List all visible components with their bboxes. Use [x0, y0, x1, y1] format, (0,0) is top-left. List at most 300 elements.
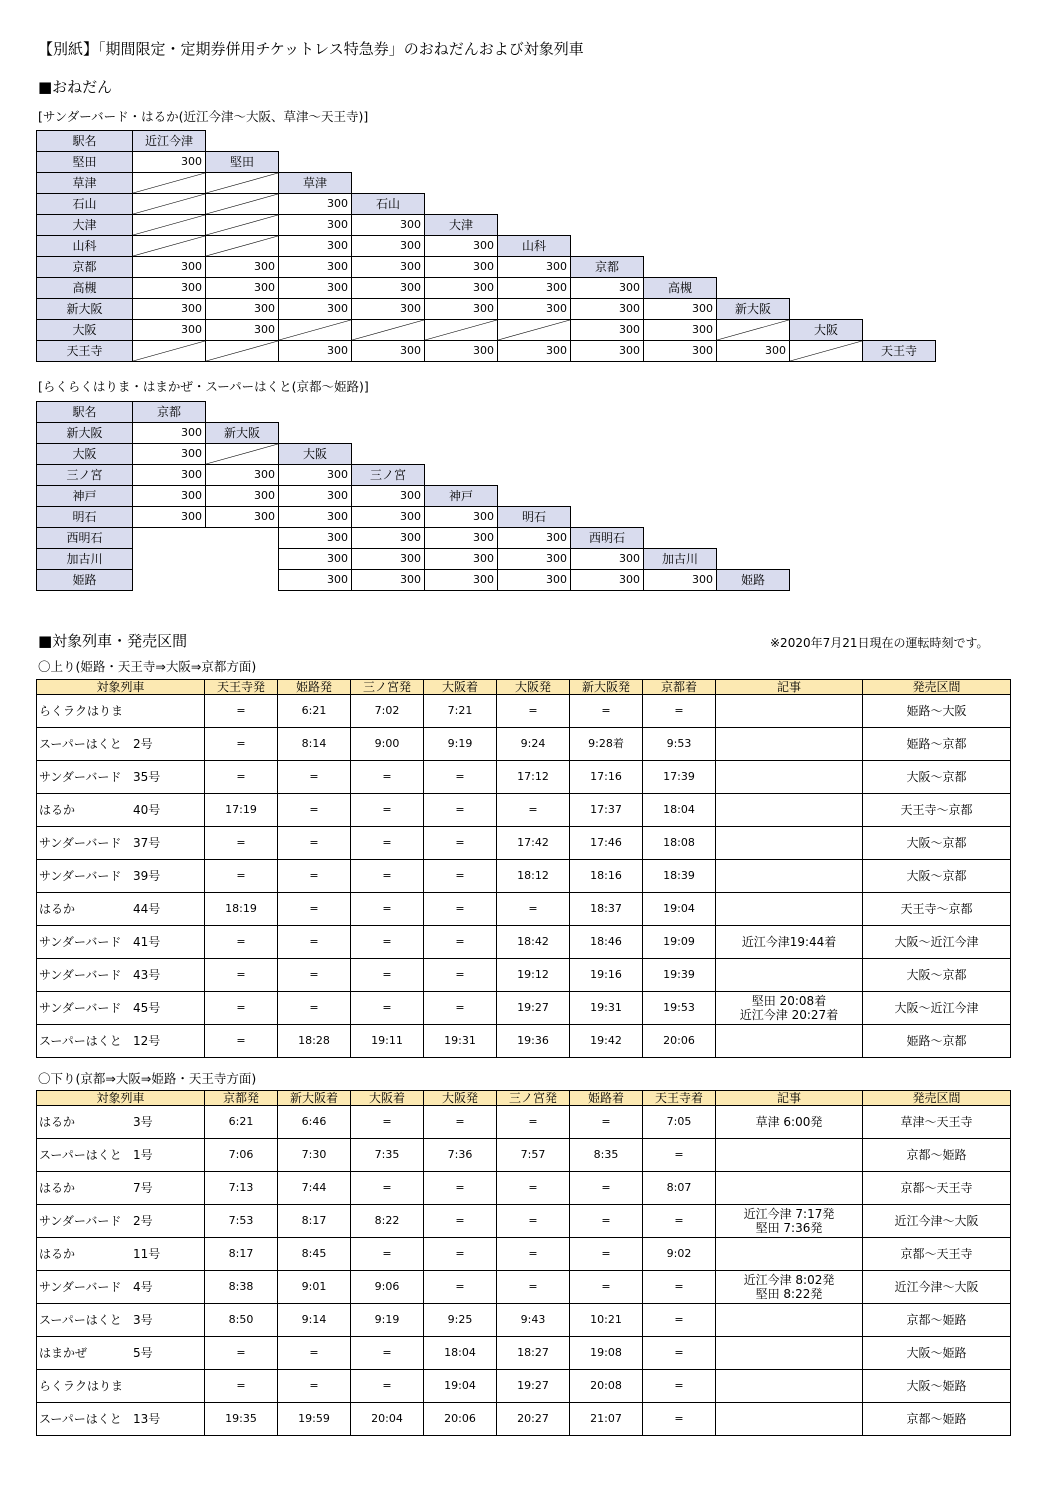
train-name: サンダーバード — [39, 1214, 122, 1228]
fare-cell-none — [132, 340, 206, 362]
time-cell: = — [570, 1106, 643, 1139]
time-cell: 17:46 — [570, 827, 643, 860]
time-cell: 9:14 — [278, 1304, 351, 1337]
column-header: 新大阪着 — [278, 1091, 351, 1106]
remark-cell — [716, 761, 863, 794]
table-row — [37, 959, 1011, 992]
time-cell: = — [205, 1025, 278, 1058]
time-cell: = — [278, 926, 351, 959]
fares-heading: ■おねだん — [38, 78, 113, 96]
train-number: 11号 — [133, 1247, 161, 1261]
time-cell: = — [497, 1106, 570, 1139]
sales-section-cell: 京都～天王寺 — [863, 1238, 1011, 1271]
fare-cell: 300 — [424, 527, 498, 549]
train-name: はまかぜ — [39, 1346, 88, 1360]
time-cell: = — [205, 827, 278, 860]
train-number: 39号 — [133, 869, 161, 883]
time-cell: = — [424, 860, 497, 893]
column-header: 大阪発 — [424, 1091, 497, 1106]
time-cell: 18:04 — [424, 1337, 497, 1370]
time-cell: = — [497, 1271, 570, 1304]
fare-cell-none — [278, 319, 352, 341]
train-number: 13号 — [133, 1412, 161, 1426]
train-name-cell — [37, 860, 205, 893]
time-cell: = — [351, 827, 424, 860]
train-number: 2号 — [133, 1214, 153, 1228]
fare-cell: 300 — [278, 548, 352, 570]
time-cell: 7:02 — [351, 695, 424, 728]
time-cell: 18:19 — [205, 893, 278, 926]
table-row — [37, 992, 1011, 1025]
column-header: 京都発 — [205, 1091, 278, 1106]
time-cell: 18:42 — [497, 926, 570, 959]
train-name-cell — [37, 893, 205, 926]
trains-heading: ■対象列車・発売区間 — [38, 632, 188, 650]
fare-cell: 300 — [497, 277, 571, 299]
time-cell: 9:24 — [497, 728, 570, 761]
time-cell: 9:06 — [351, 1271, 424, 1304]
fare-cell: 300 — [351, 277, 425, 299]
time-cell: 8:14 — [278, 728, 351, 761]
time-cell: = — [643, 1370, 716, 1403]
time-cell: 18:46 — [570, 926, 643, 959]
train-number: 41号 — [133, 935, 161, 949]
time-cell: 18:12 — [497, 860, 570, 893]
time-cell: 19:08 — [570, 1337, 643, 1370]
fare-cell: 300 — [351, 548, 425, 570]
fare-cell: 300 — [643, 569, 717, 591]
time-cell: = — [643, 1271, 716, 1304]
time-cell: 6:21 — [205, 1106, 278, 1139]
station-label: 加古川 — [643, 548, 717, 570]
fare-cell: 300 — [278, 340, 352, 362]
time-cell: = — [497, 695, 570, 728]
time-cell: = — [278, 959, 351, 992]
fare-cell: 300 — [497, 340, 571, 362]
time-cell: 17:37 — [570, 794, 643, 827]
fare-cell-none — [205, 193, 279, 215]
time-cell: 19:16 — [570, 959, 643, 992]
station-label: 京都 — [570, 256, 644, 278]
time-cell: 6:21 — [278, 695, 351, 728]
remark-cell — [716, 1337, 863, 1370]
time-cell: = — [570, 1172, 643, 1205]
time-cell: = — [497, 794, 570, 827]
time-cell: = — [278, 761, 351, 794]
time-cell: = — [643, 1139, 716, 1172]
fare-cell: 300 — [278, 464, 352, 486]
sales-section-cell: 大阪～姫路 — [863, 1370, 1011, 1403]
time-cell: = — [205, 860, 278, 893]
train-number: 37号 — [133, 836, 161, 850]
station-label: 新大阪 — [716, 298, 790, 320]
column-header: 三ノ宮発 — [497, 1091, 570, 1106]
time-cell: = — [424, 1205, 497, 1238]
time-cell: = — [278, 860, 351, 893]
fare-cell: 300 — [132, 298, 206, 320]
time-cell: 20:06 — [643, 1025, 716, 1058]
station-label: 草津 — [278, 172, 352, 194]
remark-cell — [716, 1403, 863, 1436]
column-header: 記事 — [716, 1091, 863, 1106]
fare-cell-none — [205, 443, 279, 465]
station-label: 大阪 — [36, 319, 133, 341]
time-cell: = — [424, 893, 497, 926]
time-cell: = — [351, 1172, 424, 1205]
time-cell: 8:35 — [570, 1139, 643, 1172]
time-cell: 19:31 — [424, 1025, 497, 1058]
time-cell: 7:05 — [643, 1106, 716, 1139]
train-name-cell — [37, 1238, 205, 1271]
fare-cell: 300 — [424, 340, 498, 362]
station-label: 大阪 — [278, 443, 352, 465]
train-name: サンダーバード — [39, 1001, 122, 1015]
sales-section-cell: 大阪～京都 — [863, 761, 1011, 794]
sales-section-cell: 姫路～京都 — [863, 728, 1011, 761]
time-cell: 18:37 — [570, 893, 643, 926]
time-cell: = — [351, 1337, 424, 1370]
time-cell: 17:16 — [570, 761, 643, 794]
station-label: 姫路 — [36, 569, 133, 591]
time-cell: 8:17 — [205, 1238, 278, 1271]
time-cell: 19:42 — [570, 1025, 643, 1058]
remark-cell — [716, 1370, 863, 1403]
train-name-cell — [37, 1025, 205, 1058]
time-cell: = — [351, 1106, 424, 1139]
station-label: 高槻 — [36, 277, 133, 299]
time-cell: = — [424, 761, 497, 794]
time-cell: 19:27 — [497, 1370, 570, 1403]
time-cell: = — [424, 959, 497, 992]
time-cell: 18:08 — [643, 827, 716, 860]
station-label: 山科 — [36, 235, 133, 257]
fare-cell: 300 — [351, 527, 425, 549]
fare-cell: 300 — [132, 422, 206, 444]
time-cell: 18:28 — [278, 1025, 351, 1058]
fare-cell: 300 — [351, 235, 425, 257]
sales-section-cell: 京都～天王寺 — [863, 1172, 1011, 1205]
train-name-cell — [37, 1106, 205, 1139]
fare-cell-none — [205, 340, 279, 362]
fare-cell: 300 — [132, 506, 206, 528]
train-number: 43号 — [133, 968, 161, 982]
sales-section-cell: 京都～姫路 — [863, 1139, 1011, 1172]
time-cell: = — [424, 794, 497, 827]
time-cell: 19:36 — [497, 1025, 570, 1058]
time-cell: 8:50 — [205, 1304, 278, 1337]
column-header: 天王寺着 — [643, 1091, 716, 1106]
time-cell: = — [424, 926, 497, 959]
fare-cell: 300 — [278, 506, 352, 528]
train-name-cell — [37, 992, 205, 1025]
time-cell: 20:04 — [351, 1403, 424, 1436]
table-row — [37, 1025, 1011, 1058]
table-row — [37, 926, 1011, 959]
fare-cell: 300 — [278, 277, 352, 299]
time-cell: = — [424, 1271, 497, 1304]
train-number: 45号 — [133, 1001, 161, 1015]
train-number: 12号 — [133, 1034, 161, 1048]
train-name: サンダーバード — [39, 968, 122, 982]
time-cell: 20:08 — [570, 1370, 643, 1403]
time-cell: 19:12 — [497, 959, 570, 992]
column-header: 新大阪発 — [570, 680, 643, 695]
fare-cell: 300 — [351, 256, 425, 278]
time-cell: 19:59 — [278, 1403, 351, 1436]
time-cell: = — [205, 695, 278, 728]
fare-cell-none — [716, 319, 790, 341]
train-name: サンダーバード — [39, 836, 122, 850]
remark-cell — [716, 695, 863, 728]
table-row — [37, 1205, 1011, 1238]
time-cell: 9:43 — [497, 1304, 570, 1337]
fare-cell: 300 — [497, 298, 571, 320]
table-row — [37, 860, 1011, 893]
time-cell: = — [424, 992, 497, 1025]
time-cell: 18:16 — [570, 860, 643, 893]
time-cell: 19:04 — [424, 1370, 497, 1403]
time-cell: = — [205, 761, 278, 794]
time-cell: = — [424, 1172, 497, 1205]
train-name-cell — [37, 827, 205, 860]
time-cell: = — [351, 761, 424, 794]
sales-section-cell: 京都～姫路 — [863, 1403, 1011, 1436]
time-cell: 9:02 — [643, 1238, 716, 1271]
time-cell: = — [351, 992, 424, 1025]
time-cell: 8:17 — [278, 1205, 351, 1238]
station-label: 堅田 — [36, 151, 133, 173]
time-cell: 7:21 — [424, 695, 497, 728]
column-header: 発売区間 — [863, 1091, 1011, 1106]
time-cell: 17:42 — [497, 827, 570, 860]
train-name-cell — [37, 1205, 205, 1238]
time-cell: = — [351, 959, 424, 992]
train-name-cell — [37, 926, 205, 959]
time-cell: 6:46 — [278, 1106, 351, 1139]
table-row — [37, 1403, 1011, 1436]
time-cell: 19:31 — [570, 992, 643, 1025]
fare-cell: 300 — [424, 277, 498, 299]
sales-section-cell: 大阪～京都 — [863, 827, 1011, 860]
train-number: 5号 — [133, 1346, 153, 1360]
train-name: スーパーはくと — [39, 1313, 122, 1327]
time-cell: = — [570, 695, 643, 728]
header-row — [37, 1091, 1011, 1106]
fare-cell-none — [424, 319, 498, 341]
time-cell: = — [424, 1106, 497, 1139]
fare-cell: 300 — [643, 319, 717, 341]
table-row — [37, 761, 1011, 794]
time-cell: 9:00 — [351, 728, 424, 761]
station-label: 京都 — [36, 256, 133, 278]
time-cell: = — [424, 1238, 497, 1271]
column-header: 大阪着 — [351, 1091, 424, 1106]
fare-cell: 300 — [351, 214, 425, 236]
sales-section-cell: 姫路～大阪 — [863, 695, 1011, 728]
train-name-cell — [37, 1403, 205, 1436]
sales-section-cell: 天王寺～京都 — [863, 893, 1011, 926]
sales-section-cell: 草津～天王寺 — [863, 1106, 1011, 1139]
train-number: 40号 — [133, 803, 161, 817]
fare-cell: 300 — [570, 548, 644, 570]
station-label: 明石 — [36, 506, 133, 528]
time-cell: 19:27 — [497, 992, 570, 1025]
station-label: 大津 — [36, 214, 133, 236]
fare-cell: 300 — [205, 506, 279, 528]
fare-cell: 300 — [205, 256, 279, 278]
time-cell: = — [570, 1205, 643, 1238]
remark-cell — [716, 1238, 863, 1271]
station-label: 堅田 — [205, 151, 279, 173]
table-row — [37, 1238, 1011, 1271]
remark-cell: 草津 6:00発 — [716, 1106, 863, 1139]
down-caption: 〇下り(京都⇒大阪⇒姫路・天王寺方面) — [38, 1071, 257, 1086]
time-cell: 18:27 — [497, 1337, 570, 1370]
fare-cell: 300 — [424, 298, 498, 320]
time-cell: = — [351, 1370, 424, 1403]
time-cell: = — [351, 893, 424, 926]
up-timetable — [36, 679, 1011, 1058]
remark-cell: 近江今津19:44着 — [716, 926, 863, 959]
train-name: はるか — [39, 1115, 76, 1129]
fare-cell: 300 — [497, 527, 571, 549]
time-cell: = — [497, 1205, 570, 1238]
station-label: 近江今津 — [132, 130, 206, 152]
fare-cell: 300 — [570, 277, 644, 299]
fare-cell: 300 — [351, 569, 425, 591]
station-label: 加古川 — [36, 548, 133, 570]
time-cell: 9:25 — [424, 1304, 497, 1337]
fare-cell: 300 — [497, 256, 571, 278]
fare-cell: 300 — [351, 340, 425, 362]
sales-section-cell: 姫路～京都 — [863, 1025, 1011, 1058]
station-label: 大阪 — [789, 319, 863, 341]
column-header: 大阪発 — [497, 680, 570, 695]
sales-section-cell: 大阪～姫路 — [863, 1337, 1011, 1370]
time-cell: = — [643, 1205, 716, 1238]
time-cell: 8:07 — [643, 1172, 716, 1205]
table-row — [37, 1304, 1011, 1337]
time-cell: 17:12 — [497, 761, 570, 794]
fare-cell: 300 — [351, 506, 425, 528]
train-name-cell — [37, 728, 205, 761]
train-name: スーパーはくと — [39, 737, 122, 751]
train-number: 4号 — [133, 1280, 153, 1294]
table-row — [37, 1271, 1011, 1304]
remark-cell — [716, 728, 863, 761]
header-row — [37, 680, 1011, 695]
time-cell: 7:53 — [205, 1205, 278, 1238]
column-header: 三ノ宮発 — [351, 680, 424, 695]
table-row — [37, 728, 1011, 761]
fare-cell-none — [205, 235, 279, 257]
fare-cell: 300 — [278, 527, 352, 549]
time-cell: 7:35 — [351, 1139, 424, 1172]
train-name-cell — [37, 1370, 205, 1403]
station-label: 京都 — [132, 401, 206, 423]
time-cell: 7:06 — [205, 1139, 278, 1172]
column-header: 対象列車 — [37, 680, 205, 695]
time-cell: 19:11 — [351, 1025, 424, 1058]
fare-cell-none — [132, 193, 206, 215]
remark-cell — [716, 794, 863, 827]
remark-cell — [716, 1139, 863, 1172]
remark-cell — [716, 1025, 863, 1058]
sales-section-cell: 天王寺～京都 — [863, 794, 1011, 827]
time-cell: = — [643, 1304, 716, 1337]
time-cell: = — [205, 1337, 278, 1370]
time-cell: 20:06 — [424, 1403, 497, 1436]
train-number: 3号 — [133, 1313, 153, 1327]
remark-cell: 堅田 20:08着 近江今津 20:27着 — [716, 992, 863, 1025]
time-cell: = — [205, 992, 278, 1025]
train-name: らくラクはりま — [39, 704, 124, 718]
sales-section-cell: 近江今津～大阪 — [863, 1271, 1011, 1304]
fare-cell: 300 — [424, 569, 498, 591]
train-name: サンダーバード — [39, 935, 122, 949]
fare-cell: 300 — [132, 151, 206, 173]
time-cell: = — [351, 1238, 424, 1271]
table-row — [37, 1139, 1011, 1172]
station-label: 西明石 — [570, 527, 644, 549]
time-cell: = — [278, 1337, 351, 1370]
train-name-cell — [37, 761, 205, 794]
time-cell: 7:30 — [278, 1139, 351, 1172]
train-name: はるか — [39, 1181, 76, 1195]
sales-section-cell: 近江今津～大阪 — [863, 1205, 1011, 1238]
table-row — [37, 1337, 1011, 1370]
time-cell: = — [205, 1370, 278, 1403]
train-name: サンダーバード — [39, 770, 122, 784]
station-label: 天王寺 — [862, 340, 936, 362]
train-number: 3号 — [133, 1115, 153, 1129]
table-row — [37, 827, 1011, 860]
page-title: 【別紙】「期間限定・定期券併用チケットレス特急券」のおねだんおよび対象列車 — [38, 40, 584, 58]
fare-cell: 300 — [570, 319, 644, 341]
time-cell: 7:57 — [497, 1139, 570, 1172]
fare-table-1-caption: [サンダーバード・はるか(近江今津～大阪、草津～天王寺)] — [38, 109, 369, 124]
remark-cell: 近江今津 8:02発 堅田 8:22発 — [716, 1271, 863, 1304]
station-label: 神戸 — [424, 485, 498, 507]
train-name-cell — [37, 1172, 205, 1205]
fare-cell: 300 — [132, 443, 206, 465]
station-label: 山科 — [497, 235, 571, 257]
station-label: 石山 — [351, 193, 425, 215]
time-cell: 9:28着 — [570, 728, 643, 761]
time-cell: 20:27 — [497, 1403, 570, 1436]
time-cell: 7:13 — [205, 1172, 278, 1205]
train-name: はるか — [39, 1247, 76, 1261]
train-name: サンダーバード — [39, 1280, 122, 1294]
station-label: 大津 — [424, 214, 498, 236]
time-cell: 9:01 — [278, 1271, 351, 1304]
table-row — [37, 893, 1011, 926]
fare-cell: 300 — [132, 319, 206, 341]
time-cell: = — [351, 926, 424, 959]
train-name-cell — [37, 1337, 205, 1370]
table-row — [37, 1370, 1011, 1403]
station-label: 大阪 — [36, 443, 133, 465]
fare-cell: 300 — [570, 569, 644, 591]
fare-cell: 300 — [570, 340, 644, 362]
station-label: 三ノ宮 — [351, 464, 425, 486]
time-cell: = — [424, 827, 497, 860]
train-name-cell — [37, 794, 205, 827]
table-row — [37, 1106, 1011, 1139]
fare-cell: 300 — [205, 277, 279, 299]
time-cell: 21:07 — [570, 1403, 643, 1436]
fare-cell: 300 — [132, 277, 206, 299]
